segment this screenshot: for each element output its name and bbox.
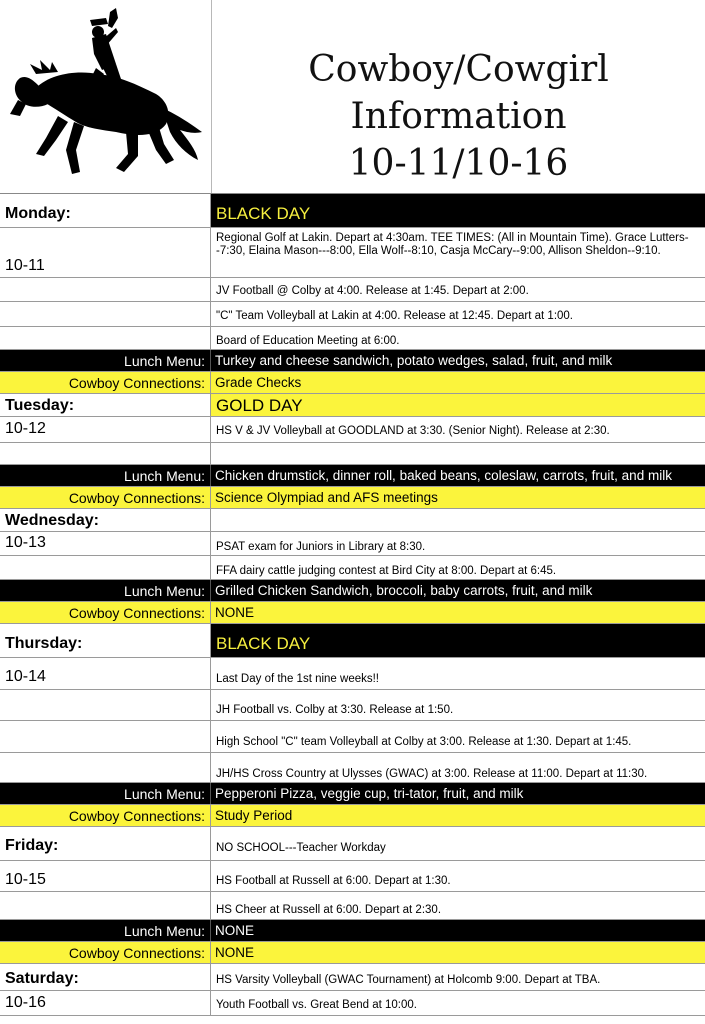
tuesday-banner-text: GOLD DAY: [216, 396, 303, 415]
monday-date: 10-11: [5, 257, 45, 274]
thursday-event-2: JH Football vs. Colby at 3:30. Release at 1:50.: [216, 704, 454, 716]
monday-event-2: JV Football @ Colby at 4:00. Release at 1:45. Depart at 2:00.: [216, 285, 529, 297]
thursday-event-row: [0, 721, 705, 753]
friday-event-2: HS Football at Russell at 6:00. Depart at 1:30.: [216, 875, 451, 887]
saturday-header-row: [0, 964, 705, 991]
thursday-connections-row: [0, 805, 705, 827]
friday-event-row: [0, 892, 705, 920]
wednesday-event-row: [0, 532, 705, 556]
friday-event-row: [0, 861, 705, 892]
title-line-3: 10-11/10-16: [348, 143, 569, 184]
wednesday-lunch: Grilled Chicken Sandwich, broccoli, baby carrots, fruit, and milk: [215, 583, 593, 598]
saturday-date: 10-16: [5, 994, 46, 1011]
friday-lunch: NONE: [215, 923, 255, 938]
tuesday-banner: [211, 394, 705, 416]
tuesday-day-label: Tuesday:: [5, 397, 75, 414]
cowboy-connections-label: Cowboy Connections:: [68, 945, 205, 961]
friday-date: 10-15: [5, 871, 46, 888]
saturday-event-1: HS Varsity Volleyball (GWAC Tournament) at Holcomb 9:00. Depart at TBA.: [216, 974, 601, 986]
monday-event-row: [0, 302, 705, 327]
wednesday-event-row: [0, 556, 705, 580]
friday-day-label: Friday:: [5, 837, 59, 854]
tuesday-date: 10-12: [5, 420, 46, 437]
page-title: [212, 46, 705, 187]
bucking-bronco-rider-icon: [6, 4, 206, 184]
thursday-lunch: Pepperoni Pizza, veggie cup, tri-tator, fruit, and milk: [215, 786, 524, 801]
friday-connections-row: [0, 942, 705, 964]
saturday-event-row: [0, 991, 705, 1016]
tuesday-connections-row: [0, 487, 705, 509]
monday-event-row: [0, 228, 705, 278]
saturday-day-label: Saturday:: [5, 970, 79, 987]
tuesday-event-1: HS V & JV Volleyball at GOODLAND at 3:30. (Senior Night). Release at 2:30.: [216, 425, 610, 437]
monday-event-3: "C" Team Volleyball at Lakin at 4:00. Release at 12:45. Depart at 1:00.: [216, 310, 574, 322]
thursday-event-4: JH/HS Cross Country at Ulysses (GWAC) at 3:00. Release at 11:00. Depart at 11:30.: [216, 768, 648, 780]
cowboy-connections-label: Cowboy Connections:: [68, 490, 205, 506]
wednesday-connections-row: [0, 602, 705, 624]
monday-event-4: Board of Education Meeting at 6:00.: [216, 335, 400, 347]
cowboy-connections-label: Cowboy Connections:: [68, 808, 205, 824]
friday-connections: NONE: [215, 945, 255, 960]
friday-event-3: HS Cheer at Russell at 6:00. Depart at 2:30.: [216, 904, 442, 916]
wednesday-header-row: [0, 509, 705, 532]
monday-lunch: Turkey and cheese sandwich, potato wedges, salad, fruit, and milk: [215, 353, 613, 368]
monday-event-1: Regional Golf at Lakin. Depart at 4:30am. TEE TIMES: (All in Mountain Time). Grace Lutters--7:30, Elaina Mason---8:00, Ella Wolf--8:10, Casja McCary--9:00, Allison Sheldon--9:10.: [216, 232, 689, 257]
cowboy-connections-label: Cowboy Connections:: [68, 605, 205, 621]
wednesday-event-2: FFA dairy cattle judging contest at Bird City at 8:00. Depart at 6:45.: [216, 565, 557, 577]
thursday-header-row: [0, 624, 705, 658]
lunch-menu-label: Lunch Menu:: [124, 583, 205, 599]
wednesday-day-label: Wednesday:: [5, 512, 99, 529]
lunch-menu-label: Lunch Menu:: [124, 468, 205, 484]
thursday-day-label: Thursday:: [5, 635, 83, 652]
thursday-event-3: High School "C" team Volleyball at Colby at 3:00. Release at 1:30. Depart at 1:45.: [216, 736, 632, 748]
monday-lunch-row: [0, 350, 705, 372]
monday-connections: Grade Checks: [215, 375, 302, 390]
schedule-table: [0, 193, 705, 1016]
tuesday-lunch-row: [0, 465, 705, 487]
thursday-event-row: [0, 753, 705, 783]
tuesday-lunch: Chicken drumstick, dinner roll, baked beans, coleslaw, carrots, fruit, and milk: [215, 468, 672, 483]
cowboy-connections-label: Cowboy Connections:: [68, 375, 205, 391]
thursday-lunch-row: [0, 783, 705, 805]
monday-day-label: Monday:: [5, 205, 71, 222]
tuesday-empty-row: [0, 443, 705, 465]
title-line-1: Cowboy/Cowgirl: [308, 49, 609, 90]
wednesday-event-1: PSAT exam for Juniors in Library at 8:30.: [216, 541, 426, 553]
tuesday-connections: Science Olympiad and AFS meetings: [215, 490, 438, 505]
thursday-event-row: [0, 690, 705, 721]
lunch-menu-label: Lunch Menu:: [124, 923, 205, 939]
thursday-connections: Study Period: [215, 808, 293, 823]
monday-connections-row: [0, 372, 705, 394]
title-line-2: Information: [350, 96, 567, 137]
monday-banner: [211, 194, 705, 227]
monday-event-row: [0, 278, 705, 302]
thursday-banner-text: BLACK DAY: [216, 634, 311, 653]
wednesday-lunch-row: [0, 580, 705, 602]
tuesday-event-row: [0, 417, 705, 443]
saturday-event-2: Youth Football vs. Great Bend at 10:00.: [216, 999, 417, 1011]
tuesday-header-row: [0, 394, 705, 417]
thursday-banner: [211, 624, 705, 657]
monday-event-row: [0, 327, 705, 350]
thursday-date: 10-14: [5, 668, 46, 685]
lunch-menu-label: Lunch Menu:: [124, 353, 205, 369]
thursday-event-row: [0, 658, 705, 690]
monday-header-row: [0, 194, 705, 228]
friday-lunch-row: [0, 920, 705, 942]
thursday-event-1: Last Day of the 1st nine weeks!!: [216, 673, 380, 685]
monday-banner-text: BLACK DAY: [216, 204, 311, 223]
wednesday-connections: NONE: [215, 605, 255, 620]
friday-event-1: NO SCHOOL---Teacher Workday: [216, 842, 386, 854]
friday-header-row: [0, 827, 705, 861]
wednesday-date: 10-13: [5, 534, 46, 551]
header: [0, 0, 705, 193]
lunch-menu-label: Lunch Menu:: [124, 786, 205, 802]
